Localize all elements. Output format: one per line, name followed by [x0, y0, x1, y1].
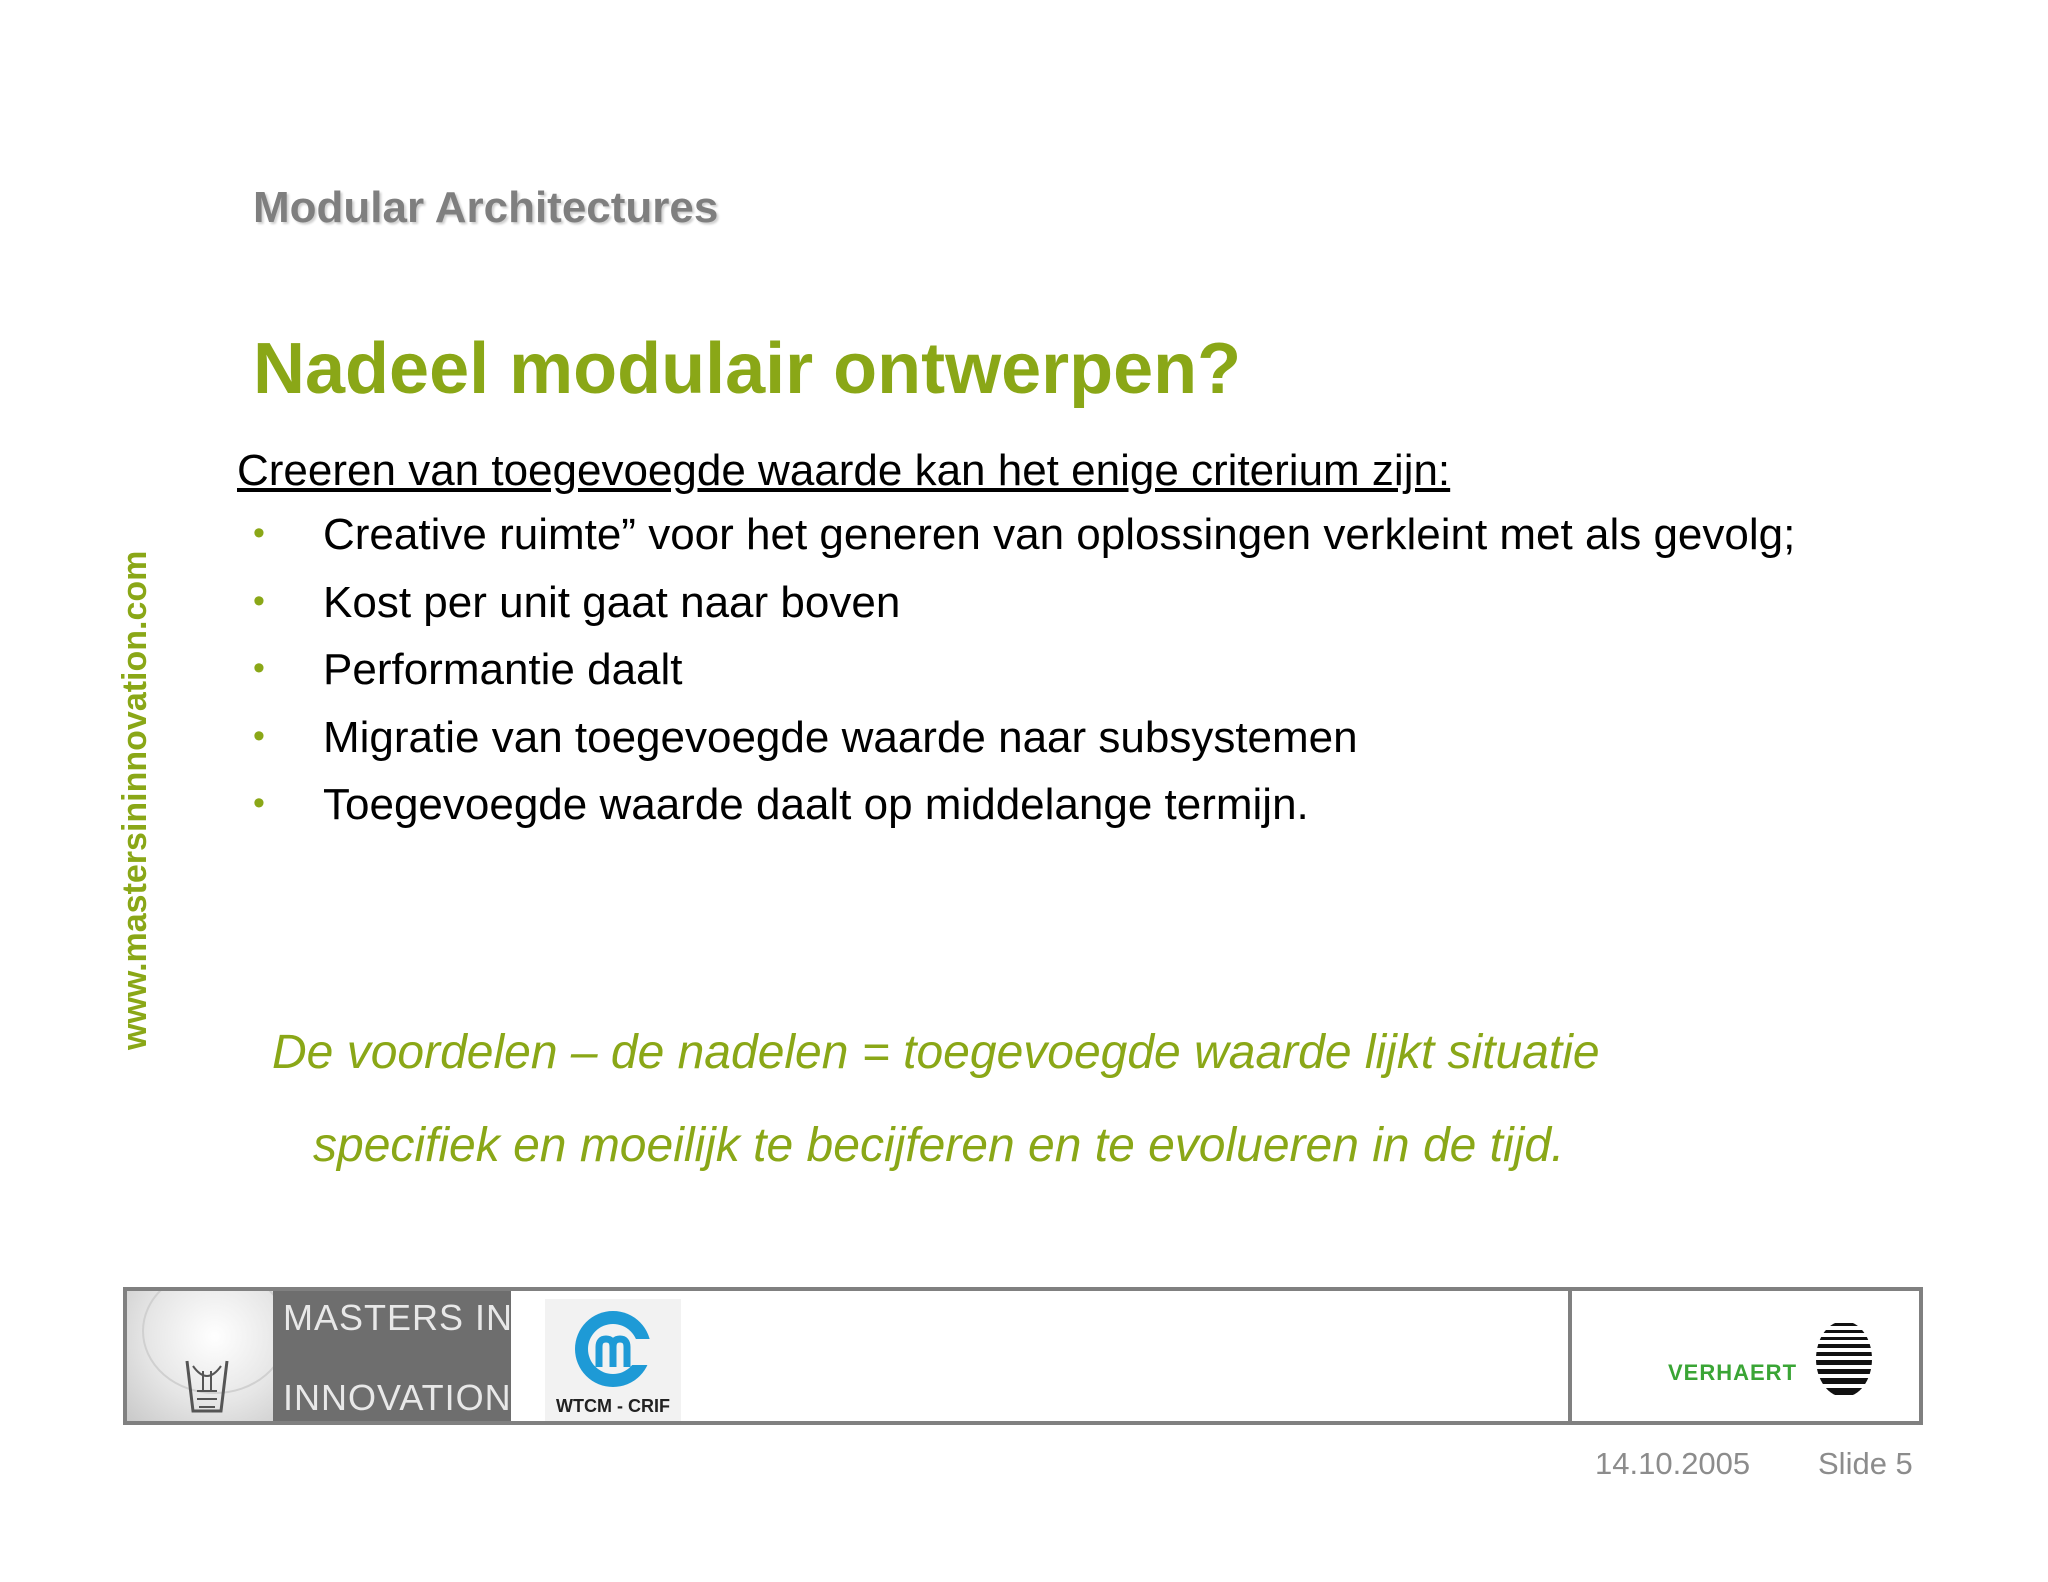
conclusion-line-1: De voordelen – de nadelen = toegevoegde waarde lijkt situatie: [272, 1026, 1600, 1079]
light-bulb-icon: [127, 1291, 273, 1421]
masters-in-innovation-logo: [273, 1291, 514, 1421]
wtcm-emblem-icon: [545, 1299, 681, 1399]
bullet-icon: •: [253, 581, 265, 620]
footer-logo-bar: [123, 1287, 1923, 1425]
footer-divider: [1568, 1291, 1572, 1421]
wtcm-crif-logo: [545, 1299, 681, 1421]
bullet-icon: •: [253, 649, 265, 687]
bullet-text: Toegevoegde waarde daalt op middelange termijn.: [323, 780, 1309, 829]
slide-title: Nadeel modulair ontwerpen?: [253, 329, 1242, 409]
website-url: www.mastersininnovation.com: [116, 550, 154, 1050]
bullet-text: Performantie daalt: [323, 645, 683, 694]
bullet-icon: •: [253, 514, 265, 552]
logo-text-line-1: MASTERS IN: [283, 1297, 514, 1338]
footer-date: 14.10.2005: [1595, 1446, 1751, 1481]
section-title: Modular Architectures: [253, 183, 719, 232]
verhaert-stripes-icon: [1812, 1319, 1876, 1399]
conclusion-line-2: specifiek en moeilijk te becijferen en te evolueren in de tijd.: [313, 1119, 1565, 1172]
bullet-text: Migratie van toegevoegde waarde naar subsystemen: [323, 712, 1358, 762]
logo-text-line-2: INNOVATION: [283, 1377, 512, 1418]
bullet-text: Creative ruimte” voor het generen van oplossingen verkleint met als gevolg;: [323, 510, 1796, 559]
slide-number: Slide 5: [1818, 1446, 1913, 1481]
wtcm-logo-label: WTCM - CRIF: [556, 1396, 670, 1416]
bullet-text: Kost per unit gaat naar boven: [323, 577, 901, 627]
subtitle: Creeren van toegevoegde waarde kan het enige criterium zijn:: [237, 446, 1451, 495]
bullet-icon: •: [253, 784, 265, 822]
bullet-icon: •: [253, 716, 265, 755]
verhaert-logo-text: VERHAERT: [1668, 1360, 1798, 1385]
